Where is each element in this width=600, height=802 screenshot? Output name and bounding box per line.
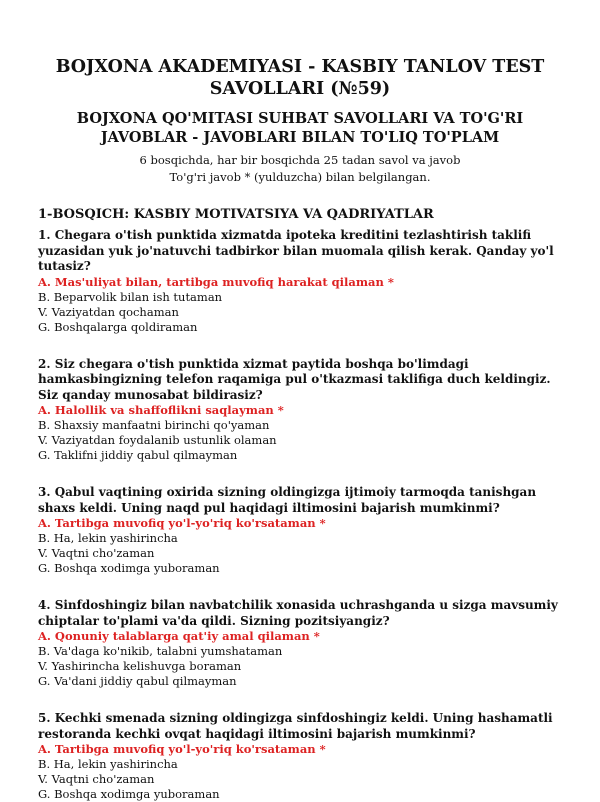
correct-answer-option: A. Qonuniy talablarga qat'iy amal qilaman * — [38, 629, 320, 643]
answer-option: B. Ha, lekin yashirincha — [38, 531, 178, 545]
question-list — [38, 228, 562, 802]
question-text: 2. Siz chegara o'tish punktida xizmat paytida boshqa bo'limdagi hamkasbingizning telefon raqamiga pul o'tkazmasi taklifiga duch keldingiz. Siz qanday munosabat bildirasiz? — [38, 356, 551, 402]
info-line-answer-mark: To'g'ri javob * (yulduzcha) bilan belgilangan. — [169, 170, 431, 184]
answer-option: B. Shaxsiy manfaatni birinchi qo'yaman — [38, 418, 270, 432]
correct-answer-option: A. Tartibga muvofiq yo'l-yo'riq ko'rsataman * — [38, 742, 326, 756]
question-block — [38, 357, 562, 464]
question-text: 3. Qabul vaqtining oxirida sizning oldingizga ijtimoiy tarmoqda tanishgan shaxs keldi. Uning naqd pul haqidagi iltimosini bajarish mumkinmi? — [38, 485, 537, 515]
answer-option: V. Vaziyatdan foydalanib ustunlik olaman — [38, 433, 277, 447]
question-text: 5. Kechki smenada sizning oldingizga sinfdoshingiz keldi. Uning hashamatli restoranda kechki ovqat haqidagi iltimosini bajarish mumkinmi? — [38, 711, 553, 741]
section-title: 1-BOSQICH: KASBIY MOTIVATSIYA VA QADRIYATLAR — [38, 207, 434, 222]
answer-option: G. Boshqalarga qoldiraman — [38, 319, 198, 334]
correct-answer-option: A. Mas'uliyat bilan, tartibga muvofiq harakat qilaman * — [38, 274, 394, 289]
question-block — [38, 485, 562, 576]
answer-option: V. Yashirincha kelishuvga boraman — [38, 659, 242, 673]
correct-answer-option: A. Tartibga muvofiq yo'l-yo'riq ko'rsataman * — [38, 516, 326, 530]
info-line-stages: 6 bosqichda, har bir bosqichda 25 tadan savol va javob — [139, 153, 461, 167]
question-block — [38, 598, 562, 689]
answer-options — [38, 275, 562, 335]
answer-options — [38, 403, 562, 463]
answer-options — [38, 742, 562, 802]
answer-option: G. Va'dani jiddiy qabul qilmayman — [38, 674, 237, 688]
answer-option: G. Boshqa xodimga yuboraman — [38, 561, 220, 575]
answer-option: B. Beparvolik bilan ish tutaman — [38, 289, 223, 304]
question-text: 4. Sinfdoshingiz bilan navbatchilik xonasida uchrashganda u sizga mavsumiy chiptalar to'plami va'da qildi. Sizning pozitsiyangiz? — [38, 598, 558, 628]
question-block — [38, 228, 562, 335]
answer-option: B. Ha, lekin yashirincha — [38, 757, 178, 771]
question-block — [38, 711, 562, 802]
document-subtitle: BOJXONA QO'MITASI SUHBAT SAVOLLARI VA TO'G'RI JAVOBLAR - JAVOBLARI BILAN TO'LIQ TO'PLAM — [76, 110, 524, 146]
correct-answer-option: A. Halollik va shaffoflikni saqlayman * — [38, 403, 284, 417]
answer-options — [38, 629, 562, 689]
answer-option: G. Boshqa xodimga yuboraman — [38, 787, 220, 801]
question-text: 1. Chegara o'tish punktida xizmatda ipoteka kreditini tezlashtirish taklifi yuzasidan yuk jo'natuvchi tadbirkor bilan muomala qilish kerak. Qanday yo'l tutasiz? — [38, 228, 554, 273]
answer-option: V. Vaziyatdan qochaman — [38, 304, 179, 319]
answer-option: V. Vaqtni cho'zaman — [38, 546, 155, 560]
answer-option: B. Va'daga ko'nikib, talabni yumshataman — [38, 644, 283, 658]
document-title: BOJXONA AKADEMIYASI - KASBIY TANLOV TEST SAVOLLARI (№59) — [55, 57, 545, 99]
answer-option: V. Vaqtni cho'zaman — [38, 772, 155, 786]
answer-option: G. Taklifni jiddiy qabul qilmayman — [38, 448, 238, 462]
answer-options — [38, 516, 562, 576]
